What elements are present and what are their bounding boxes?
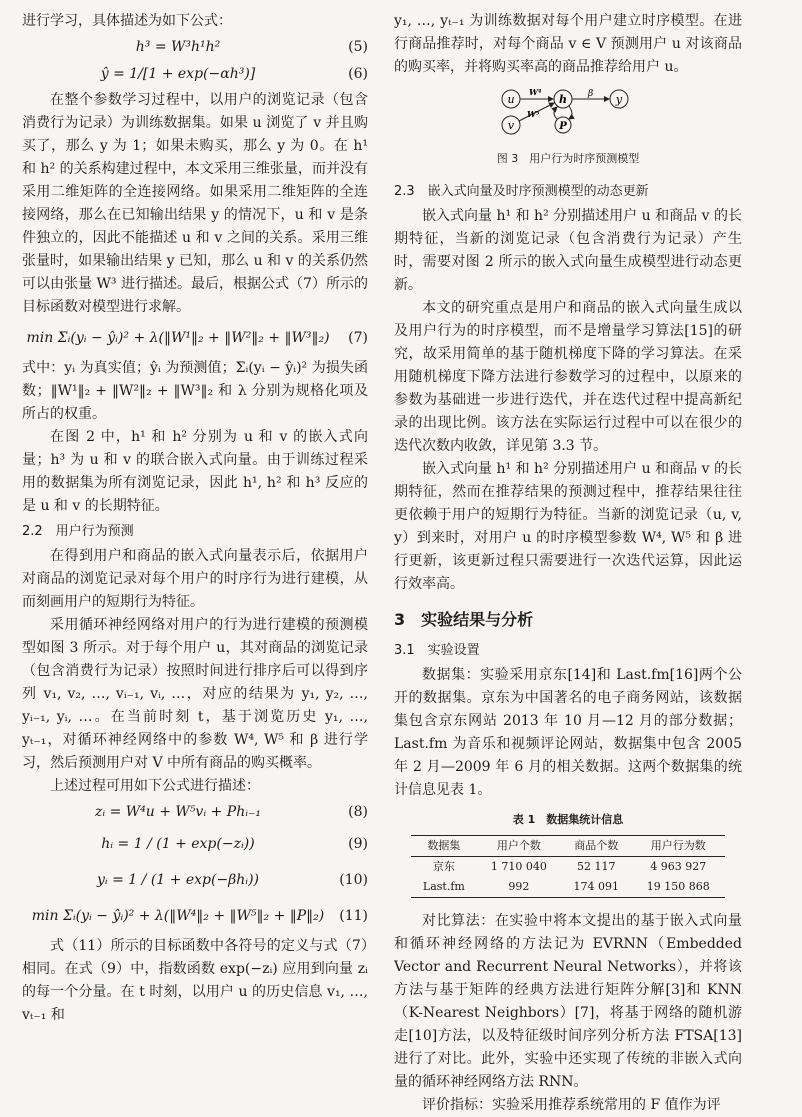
paragraph: 上述过程可用如下公式进行描述：	[50, 778, 260, 794]
edge-w5-label: W⁵	[527, 109, 540, 119]
section-heading: 2.3 嵌入式向量及时序预测模型的动态更新	[394, 184, 649, 199]
equation-number: (6)	[348, 66, 368, 82]
equation-5	[22, 35, 368, 60]
table-row	[411, 857, 725, 878]
table-cell: 52 117	[577, 860, 616, 873]
equation-body: ŷ = 1/[1 + exp(−αh³)]	[100, 66, 256, 82]
equation-body: yᵢ = 1 / (1 + exp(−βhᵢ))	[96, 871, 260, 888]
table-header-row	[411, 836, 725, 857]
left-column	[22, 10, 368, 1027]
equation-body: zᵢ = W⁴u + W⁵vᵢ + Phᵢ₋₁	[94, 804, 262, 820]
equation-7	[22, 321, 368, 355]
paragraph: 评价指标：实验采用推荐系统常用的 F 值作为评	[422, 1097, 721, 1113]
figure-3	[394, 87, 742, 145]
table-header: 用户行为数	[631, 836, 725, 857]
table-cell: 京东	[432, 860, 455, 873]
paragraph: 对比算法：在实验中将本文提出的基于嵌入式向量和循环神经网络的方法记为 EVRNN（Embedded Vector and Recurrent Neural Networks），并将该方法与基于矩阵的经典方法进行矩阵分解[3]和 KNN（K-Nearest Neighbors）[7]，将基于网络的随机游走[10]方法，以及特征级时间序列分析方法 FTSA[13]进行了对比。此外，实验中还实现了传统的非嵌入式向量的循环神经网络方法 RNN。	[394, 913, 742, 1090]
edge-h-p	[569, 106, 572, 119]
edge-beta-label: β	[588, 89, 594, 99]
node-u-label: u	[507, 93, 515, 106]
table-cell: Last.fm	[411, 877, 477, 898]
equation-body: h³ = W³h¹h²	[135, 39, 221, 55]
paragraph: 在得到用户和商品的嵌入式向量表示后，依据用户对商品的浏览记录对每个用户的时序行为进行建模，从而刻画用户的短期行为特征。	[22, 548, 368, 610]
node-v-label: v	[507, 119, 515, 132]
paragraph: 嵌入式向量 h¹ 和 h² 分别描述用户 u 和商品 v 的长期特征，然而在推荐结果的预测过程中，推荐结果往往更依赖于用户的短期行为特征。当新的浏览记录（u, v, y）到来时，对用户 u 的时序模型参数 W⁴, W⁵ 和 β 进行更新，该更新过程只需要进行一次迭代运算，因此运行效率高。	[394, 461, 742, 592]
equation-6	[22, 62, 368, 87]
table-cell: 174 091	[561, 877, 631, 898]
paragraph: 进行学习，具体描述为如下公式：	[22, 13, 232, 29]
table-cell: 992	[477, 877, 561, 898]
equation-body: min Σᵢ(yᵢ − ŷᵢ)² + λ(‖W¹‖₂ + ‖W²‖₂ + ‖W³‖₂)	[26, 329, 330, 346]
table-cell: 4 963 927	[650, 860, 707, 873]
equation-10	[22, 863, 368, 897]
edge-p-h	[554, 107, 557, 119]
table-header: 用户个数	[477, 836, 561, 857]
paragraph: 在图 2 中，h¹ 和 h² 分别为 u 和 v 的嵌入式向量；h³ 为 u 和 v 的联合嵌入式向量。由于训练过程采用的数据集为所有浏览记录，因此 h¹, h² 和 h³ 反应的是 u 和 v 的长期特征。	[22, 429, 368, 514]
paragraph: 式中：yᵢ 为真实值；ŷᵢ 为预测值；Σᵢ(yᵢ − ŷᵢ)² 为损失函数；‖W¹‖₂ + ‖W²‖₂ + ‖W³‖₂ 和 λ 分别为规格化项及所占的权重。	[22, 360, 368, 422]
equation-number: (5)	[348, 39, 368, 55]
paragraph: 采用循环神经网络对用户的行为进行建模的预测模型如图 3 所示。对于每个用户 u，其对商品的浏览记录（包含消费行为记录）按照时间进行排序后可以得到序列 v₁, v₂, …, vᵢ₋₁, vᵢ, …，对应的结果为 y₁, y₂, …, yᵢ₋₁, yᵢ, …。在当前时刻 t，基于浏览历史 y₁, …, yₜ₋₁，对循环神经网络中的参数 W⁴, W⁵ 和 β 进行学习，然后预测用户对 V 中所有商品的购买概率。	[22, 617, 368, 771]
figure-caption: 图 3 用户行为时序预测模型	[496, 152, 640, 165]
dataset-table	[411, 835, 725, 898]
node-p-label: P	[559, 121, 567, 132]
paragraph: 在整个参数学习过程中，以用户的浏览记录（包含消费行为记录）为训练数据集。如果 u 浏览了 v 并且购买了，那么 y 为 1；如果未购买，那么 y 为 0。在 h¹ 和 h² 的关系构建过程中，本文采用三维张量，而并没有采用二维矩阵的全连接网络。如果采用二维矩阵的全连接网络，那么在已知输出结果 y 的情况下，u 和 v 是条件独立的，因此不能描述 u 和 v 之间的关系。采用三维张量时，如果输出结果 y 已知，那么 u 和 v 的关系仍然可以由张量 W³ 进行描述。最后，根据公式（7）所示的目标函数对模型进行求解。	[22, 92, 368, 315]
equation-body: min Σᵢ(yᵢ − ŷᵢ)² + λ(‖W⁴‖₂ + ‖W⁵‖₂ + ‖P‖₂)	[31, 907, 325, 924]
table-caption: 表 1 数据集统计信息	[512, 813, 624, 826]
table-cell: 1 710 040	[490, 860, 547, 873]
node-h-label: h	[559, 93, 567, 106]
paragraph: 式（11）所示的目标函数中各符号的定义与式（7）相同。在式（9）中，指数函数 exp(−zᵢ) 应用到向量 zᵢ 的每一个分量。在 t 时刻，以用户 u 的历史信息 v₁, …, vₜ₋₁ 和	[22, 938, 368, 1023]
equation-9	[22, 827, 368, 861]
equation-number: (8)	[348, 804, 368, 820]
section-heading: 2.2 用户行为预测	[22, 524, 134, 539]
equation-number: (10)	[339, 871, 368, 888]
equation-8	[22, 800, 368, 825]
paragraph: 嵌入式向量 h¹ 和 h² 分别描述用户 u 和商品 v 的长期特征，当新的浏览记录（包含消费行为记录）产生时，需要对图 2 所示的嵌入式向量生成模型进行动态更新。	[394, 208, 742, 293]
paragraph: 本文的研究重点是用户和商品的嵌入式向量生成以及用户行为的时序模型，而不是增量学习算法[15]的研究，故采用简单的基于随机梯度下降的学习算法。在采用随机梯度下降方法进行参数学习的过程中，以原来的参数为基础进一步进行迭代，并在迭代过程中提高新纪录的出现比例。该方法在实际运行过程中可以在很少的迭代次数内收敛，详见第 3.3 节。	[394, 300, 742, 454]
equation-number: (11)	[339, 907, 368, 924]
equation-11	[22, 899, 368, 933]
node-y-label: y	[615, 93, 623, 106]
equation-number: (9)	[348, 835, 368, 852]
table-cell: 19 150 868	[631, 877, 725, 898]
right-column	[394, 10, 742, 1117]
paragraph: 数据集：实验采用京东[14]和 Last.fm[16]两个公开的数据集。京东为中国著名的电子商务网站，该数据集包含京东网站 2013 年 10 月—12 月的部分数据；Last.fm 为音乐和视频评论网站，数据集中包含 2005 年 2 月—2009 年 6 月的相关数据。这两个数据集的统计信息见表 1。	[394, 667, 742, 798]
equation-number: (7)	[348, 329, 368, 346]
section-heading: 3.1 实验设置	[394, 643, 480, 658]
edge-w4-label: W⁴	[529, 87, 542, 97]
table-row	[411, 877, 725, 898]
equation-body: hᵢ = 1 / (1 + exp(−zᵢ))	[101, 835, 255, 852]
table-header: 商品个数	[561, 836, 631, 857]
rnn-diagram	[493, 87, 643, 137]
table-header: 数据集	[411, 836, 477, 857]
paragraph: y₁, …, yₜ₋₁ 为训练数据对每个用户建立时序模型。在进行商品推荐时，对每个商品 v ∈ V 预测用户 u 对该商品的购买率，并将购买率高的商品推荐给用户 u。	[394, 13, 742, 75]
section-heading: 3 实验结果与分析	[394, 610, 534, 629]
